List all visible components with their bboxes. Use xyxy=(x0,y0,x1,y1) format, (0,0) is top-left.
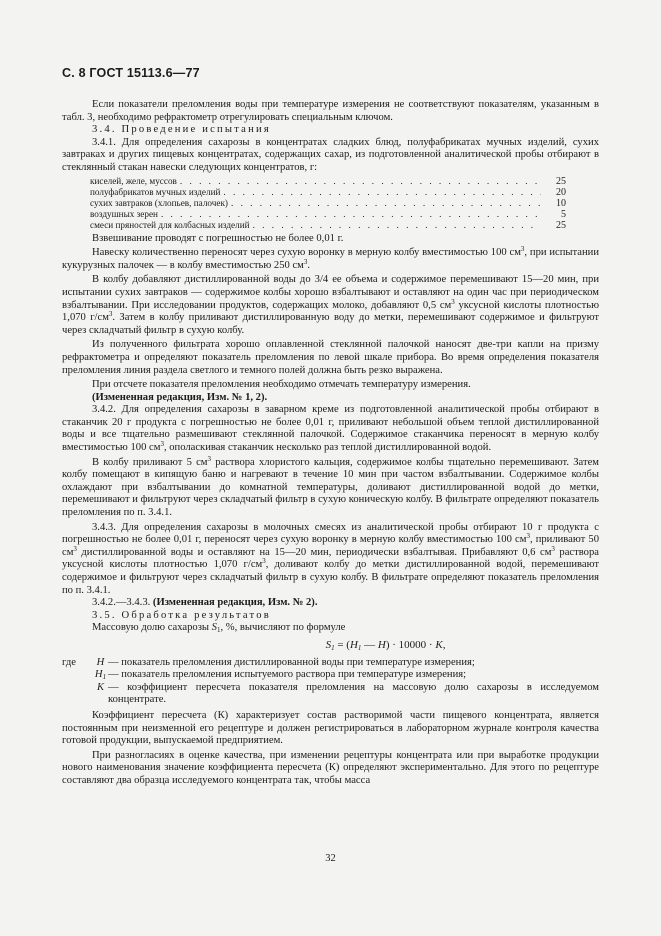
legend-text: — коэффициент пересчета показателя преломления на массовую долю сахарозы в исследуемом концентрате. xyxy=(108,681,599,706)
paragraph: 3.4.1. Для определения сахарозы в концентратах сладких блюд, полуфабрикатах мучных изделий, сухих завтраках и других пищевых концентратах, содержащих сахар, из подготовленной аналитической пробы отбирают в стеклянный стакан навески следующих концентратов, г: xyxy=(62,136,599,173)
paragraph: Взвешивание проводят с погрешностью не более 0,01 г. xyxy=(92,232,344,244)
superscript: 3 xyxy=(520,245,525,254)
formula-part: , xyxy=(442,638,446,651)
legend-text: — показатель преломления испытуемого раствора при температуре измерения; xyxy=(108,669,467,681)
list-item xyxy=(90,187,566,198)
sample-mass-list xyxy=(90,176,566,231)
leader-dots xyxy=(253,220,541,231)
list-item-value: 25 xyxy=(556,175,566,187)
subscript: 1 xyxy=(331,643,335,652)
list-item xyxy=(90,198,566,209)
leader-dots xyxy=(161,209,541,220)
legend-row xyxy=(62,657,599,670)
formula-part: = ( xyxy=(334,638,350,651)
symbol: K xyxy=(435,638,443,651)
paragraph: При разногласиях в оценке качества, при изменении рецептуры концентрата или при выработке продукции нового наименования значение коэффициента пересчета (К) определяют экспериментально. Для этого по рецептуре составляют два образца исследуемого концентрата так, чтобы масса xyxy=(62,749,599,786)
list-item-value: 10 xyxy=(556,197,566,209)
superscript: 3 xyxy=(108,310,113,319)
text-run: , ополаскивая стаканчик несколько раз теплой дистиллированной водой. xyxy=(163,442,492,454)
list-item-label: сухих завтраков (хлопьев, палочек) xyxy=(90,197,228,208)
text-run: 3.4.2.—3.4.3. xyxy=(92,597,153,609)
symbol: S xyxy=(211,622,217,634)
superscript: 3 xyxy=(526,532,530,541)
leader-dots xyxy=(180,176,541,187)
leader-dots xyxy=(231,198,541,209)
text-run: Навеску количественно переносят через сухую воронку в мерную колбу вместимостью 100 см xyxy=(92,247,521,259)
list-item-label: полуфабрикатов мучных изделий xyxy=(90,186,221,197)
text-run: (Измененная редакция, Изм. № 2). xyxy=(152,597,318,609)
page-number: 32 xyxy=(325,853,336,864)
paragraph xyxy=(62,404,599,454)
legend-symbol xyxy=(93,669,108,682)
list-item-label: воздушных зерен xyxy=(90,208,158,219)
paragraph xyxy=(62,274,599,337)
subscript: 1 xyxy=(102,673,107,682)
formula-part: ) · 10000 · xyxy=(385,638,436,651)
list-item-value: 20 xyxy=(556,186,566,198)
legend-row xyxy=(62,669,599,682)
paragraph: Коэффициент пересчета (К) характеризует состав растворимой части пищевого концентрата, является постоянным при неизменной его рецептуре и должен регистрироваться в лабораторном журнале контроля качества готовой продукции, выпускаемой предприятием. xyxy=(62,709,599,747)
symbol: H xyxy=(349,638,358,651)
text-run: В колбу добавляют дистиллированной воды до 3/4 ее объема и содержимое перемешивают 15—20 мин, при испытании сухих завтраков — содержимое колбы хорошо взбалтывают и оставляют на один час при периодическом взбалтывании. При исследовании продуктов, содержащих молоко, добавляют 0,5 см xyxy=(62,274,599,311)
superscript: 3 xyxy=(207,454,211,463)
formula xyxy=(172,639,599,652)
subscript: 1 xyxy=(357,643,362,652)
text-run: дистиллированной воды и оставляют на 15—20 мин, периодически взбалтывая. Прибавляют 0,6 см xyxy=(76,546,552,558)
text-run: , при испытании кукурузных палочек — в колбу вместимостью 250 см xyxy=(62,247,599,271)
list-item-label: смеси пряностей для колбасных изделий xyxy=(90,219,250,230)
legend-text: — показатель преломления дистиллированной воды при температуре измерения; xyxy=(108,656,475,668)
text-run: . xyxy=(307,259,311,271)
list-item-value: 5 xyxy=(561,208,566,220)
paragraph: Если показатели преломления воды при температуре измерения не соответствуют показателям, указанным в табл. 3, необходимо рефрактометр отрегулировать специальным ключом. xyxy=(62,99,599,123)
symbol: H xyxy=(94,669,103,681)
symbol: K xyxy=(96,681,105,693)
superscript: 3 xyxy=(73,544,77,553)
amendment-note: (Измененная редакция, Изм. № 1, 2). xyxy=(92,391,268,403)
superscript: 3 xyxy=(262,557,266,566)
section-heading: 3.4. Проведение испытания xyxy=(92,124,271,136)
text-run: 3.4.2. Для определения сахарозы в заварном креме из подготовленной аналитической пробы отбирают в стаканчик 20 г продукта с погрешностью не более 0,01 г, приливают небольшой объем теплой дистиллированной воды и все тщательно размешивают стеклянной палочкой. Содержимое стаканчика переносят в мерную колбу вместимостью 100 см xyxy=(62,404,599,454)
list-item-label: киселей, желе, муссов xyxy=(90,175,177,186)
legend-symbol xyxy=(93,657,108,670)
section-heading: 3.5. Обработка результатов xyxy=(92,609,271,621)
text-run: В колбу приливают 5 см xyxy=(92,456,208,468)
list-item-value: 25 xyxy=(556,219,566,231)
page-header: С. 8 ГОСТ 15113.6—77 xyxy=(62,66,200,80)
paragraph: Из полученного фильтрата хорошо оплавленной стеклянной палочкой наносят две-три капли на призму рефрактометра и определяют показатель преломления по левой шкале прибора. Во время определения показателя преломления линия раздела светлого и темного полей должна быть резко выражена. xyxy=(62,339,599,376)
formula-legend xyxy=(62,657,599,707)
paragraph xyxy=(62,622,599,635)
symbol: H xyxy=(96,656,105,668)
list-item xyxy=(90,176,566,187)
text-run: . Затем в колбу приливают дистиллированную воду до метки, перемешивают содержимое и фильтруют через складчатый фильтр в сухую колбу. xyxy=(62,312,599,336)
symbol: S xyxy=(325,638,332,651)
list-item xyxy=(90,209,566,220)
symbol: H xyxy=(377,638,386,651)
leader-dots xyxy=(223,187,541,198)
legend-symbol xyxy=(93,682,108,695)
text-run: раствора уксусной кислоты плотностью 1,070 г/см xyxy=(62,546,599,571)
paragraph xyxy=(62,454,599,520)
paragraph xyxy=(62,522,599,598)
legend-lead: где xyxy=(62,656,76,668)
superscript: 3 xyxy=(303,257,308,266)
amendment-note xyxy=(62,597,599,610)
list-item xyxy=(90,220,566,231)
text-run: раствора хлористого кальция, содержимое колбы тщательно перемешивают. Затем колбу помещают в кипящую баню и нагревают в течение 10 мин при частом взбалтывании. Содержимое колбы охлаждают при взбалтывании до комнатной температуры, доливают дистиллированной водой до метки, перемешивают и фильтруют через складчатый фильтр в сухую коническую колбу. В фильтрате определяют показатель преломления по п. 3.4.1. xyxy=(62,456,599,519)
formula-part: — xyxy=(361,638,378,651)
superscript: 3 xyxy=(160,440,164,449)
legend-row xyxy=(62,682,599,707)
text-run: , доливают колбу до метки дистиллированной водой, перемешивают содержимое и фильтруют через складчатый фильтр в сухую колбу. В фильтрате определяют показатель преломления по п. 3.4.1. xyxy=(62,559,600,596)
superscript: 3 xyxy=(451,297,455,306)
subscript: 1 xyxy=(216,626,221,635)
text-run: уксусной кислоты плотностью 1,070 г/см xyxy=(62,299,599,324)
text-run: 3.4.3. Для определения сахарозы в молочных смесях из аналитической пробы отбирают 10 г продукта с погрешностью не более 0,01 г, переносят через сухую воронку в мерную колбу вместимостью 100 см xyxy=(62,521,599,546)
text-run: , приливают 50 см xyxy=(62,534,599,558)
paragraph: При отсчете показателя преломления необходимо отмечать температуру измерения. xyxy=(92,379,471,391)
text-run: , %, вычисляют по формуле xyxy=(220,622,346,634)
document-body xyxy=(62,99,599,788)
superscript: 3 xyxy=(551,544,555,553)
paragraph xyxy=(62,247,599,272)
text-run: Массовую долю сахарозы xyxy=(92,622,212,634)
